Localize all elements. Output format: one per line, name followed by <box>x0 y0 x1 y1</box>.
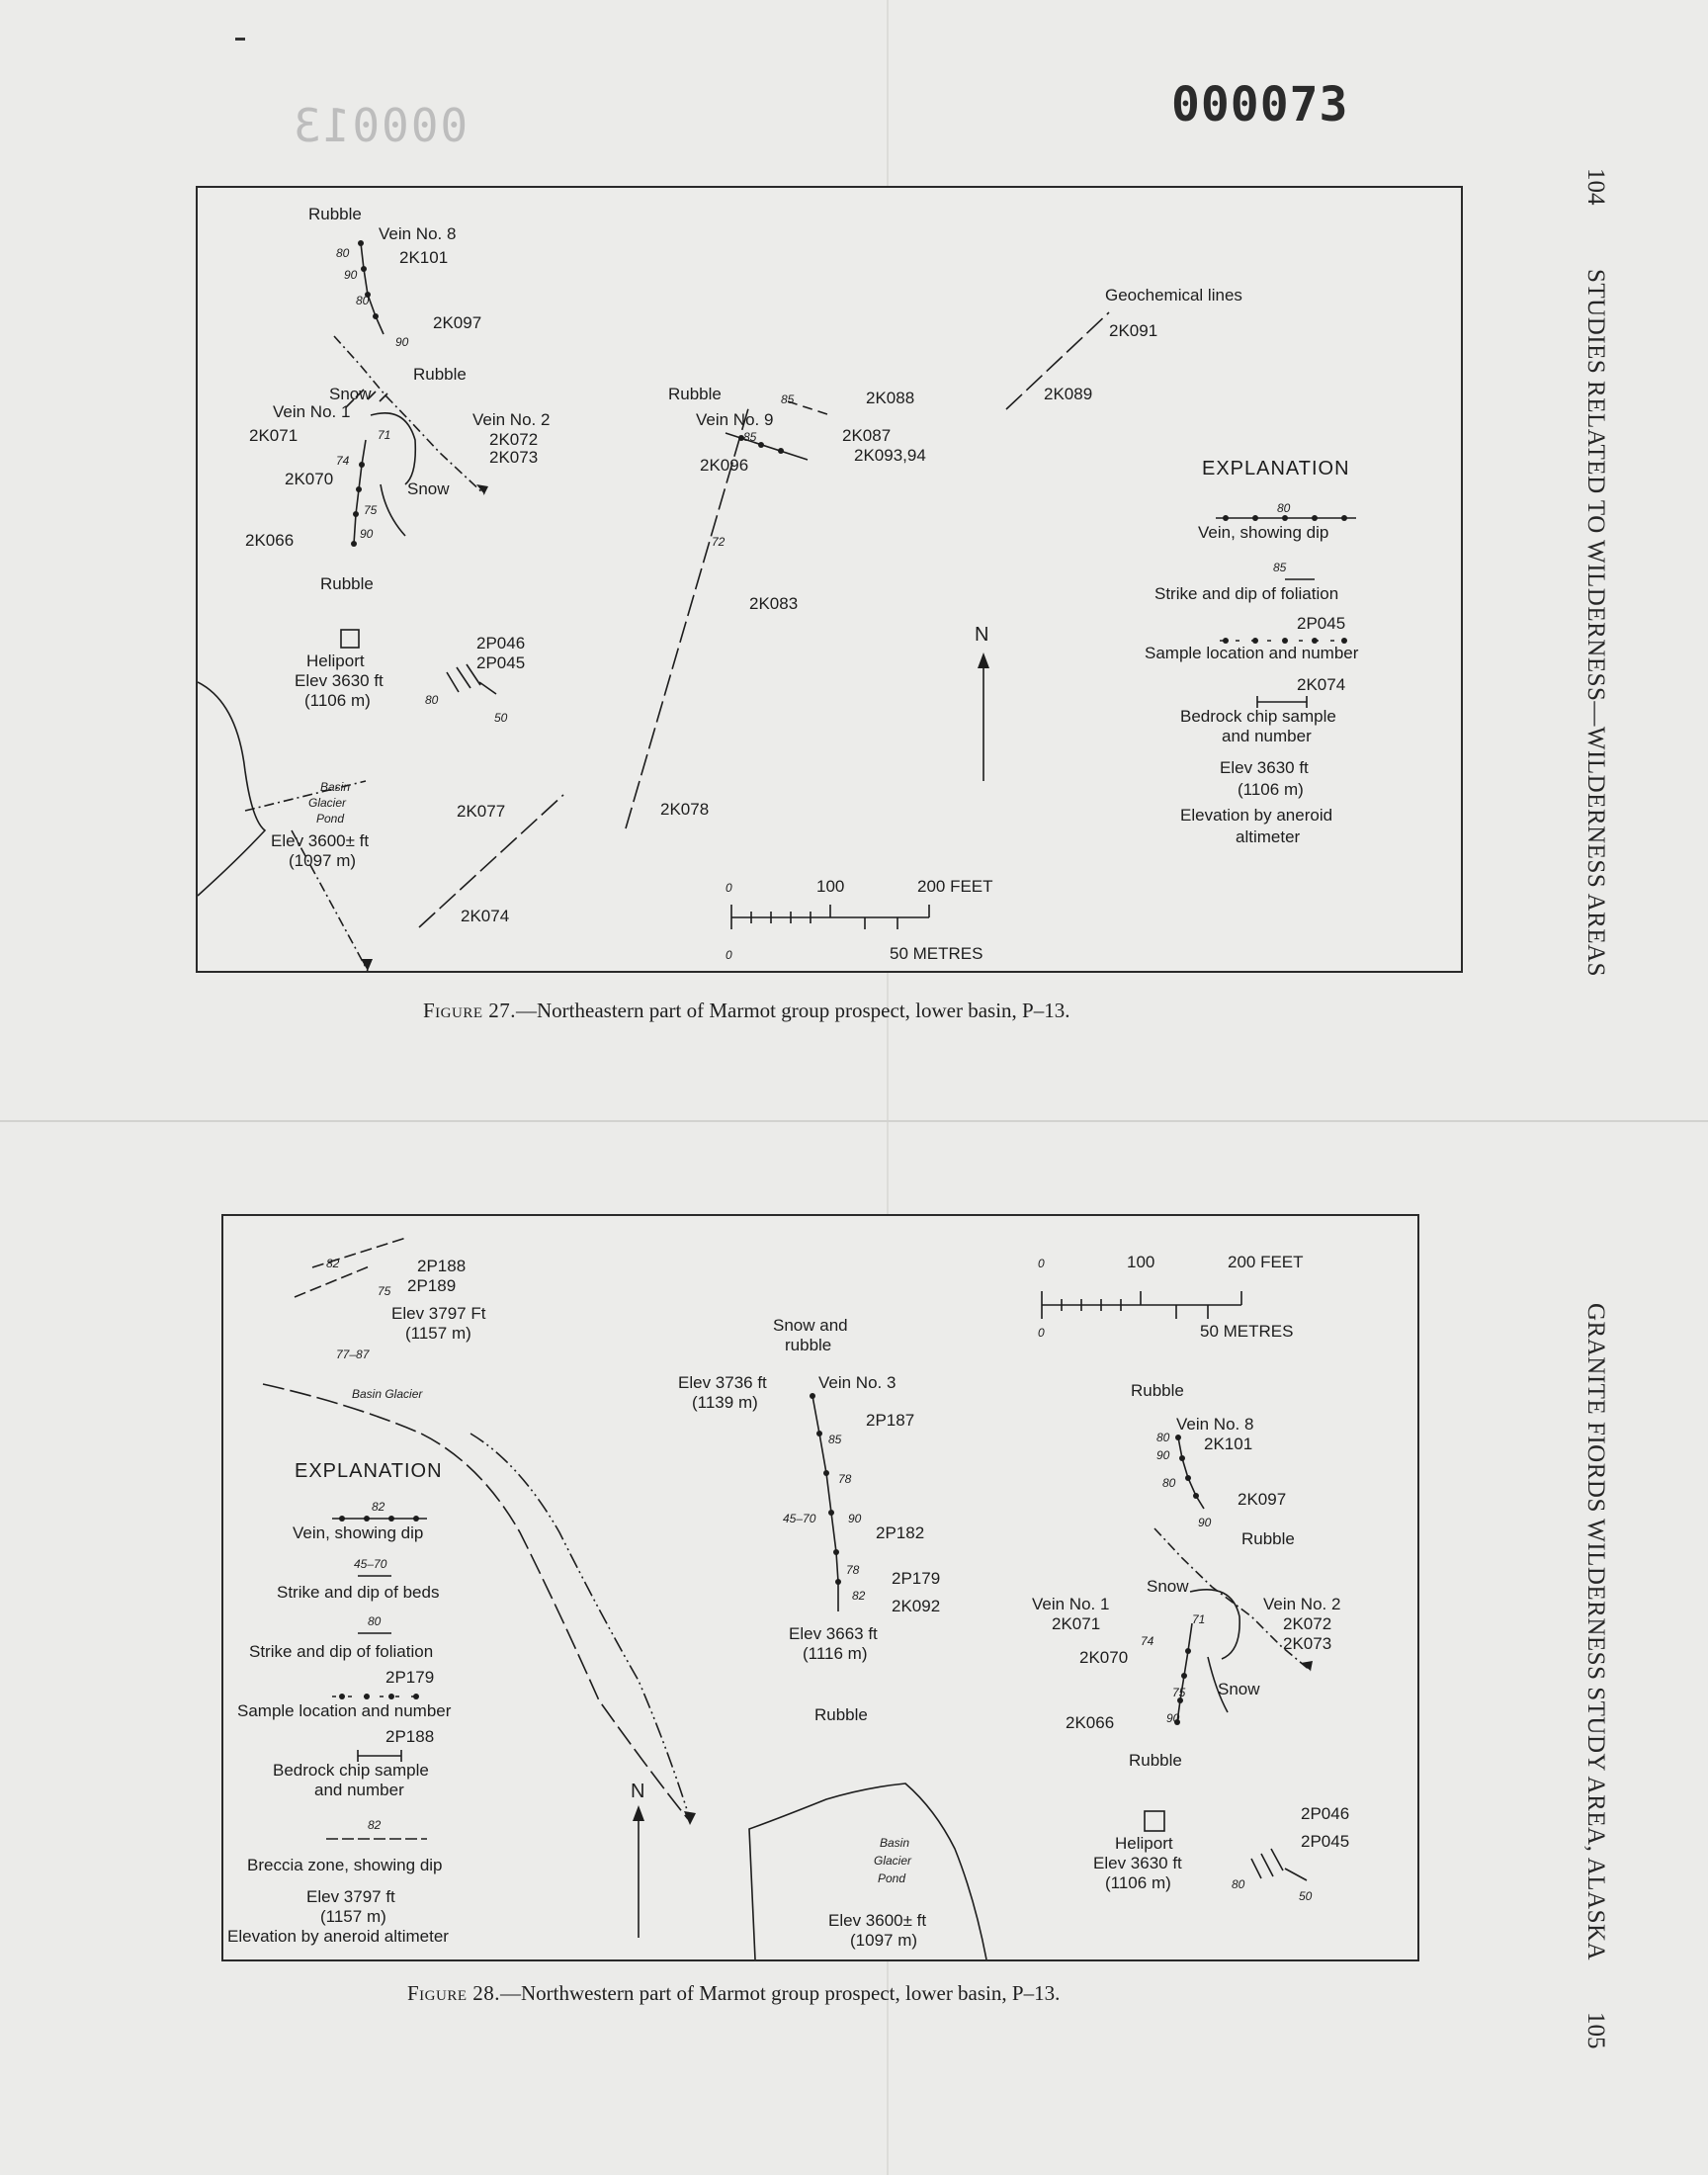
label-rubble-1: Rubble <box>1131 1381 1184 1400</box>
legend-elev-ft: Elev 3630 ft <box>1220 758 1309 777</box>
label-2p045: 2P045 <box>476 653 526 672</box>
legend-elev-m: (1106 m) <box>1238 780 1304 799</box>
legend-chip-1: Bedrock chip sample <box>273 1761 429 1780</box>
label-2k070: 2K070 <box>1079 1648 1129 1667</box>
legend-sample: Sample location and number <box>1145 644 1359 662</box>
pond-outline <box>198 682 265 896</box>
label-basin-3: Pond <box>316 812 345 826</box>
label-2k066: 2K066 <box>1066 1713 1115 1732</box>
legend-elev-note: Elevation by aneroid altimeter <box>227 1927 449 1946</box>
scale-100: 100 <box>816 877 845 896</box>
dip-78-a: 78 <box>838 1472 852 1486</box>
dip-82-b: 82 <box>852 1589 866 1603</box>
label-snow-2: Snow <box>1218 1680 1260 1698</box>
scale-metres: 50 METRES <box>890 944 983 963</box>
dip-74: 74 <box>1141 1634 1154 1648</box>
label-snow-and: Snow and <box>773 1316 848 1335</box>
dip-80-a: 80 <box>336 246 350 260</box>
label-2p046: 2P046 <box>476 634 526 652</box>
scale-feet: 200 FEET <box>917 877 993 896</box>
label-2k078: 2K078 <box>660 800 710 819</box>
label-2k097: 2K097 <box>1238 1490 1287 1509</box>
legend-chip-1: Bedrock chip sample <box>1180 707 1336 726</box>
dip-90-a: 90 <box>848 1512 862 1525</box>
figure-27-svg <box>198 188 1461 971</box>
legend-elev-2: altimeter <box>1236 827 1301 846</box>
label-2k073: 2K073 <box>1283 1634 1332 1653</box>
label-v3-low-ft: Elev 3663 ft <box>789 1624 878 1643</box>
legend-vein-dip: 80 <box>1277 501 1291 515</box>
label-2k083: 2K083 <box>749 594 799 613</box>
dip-72: 72 <box>712 535 726 549</box>
legend-sample-number: 2P045 <box>1297 614 1346 633</box>
corner-mark <box>235 38 245 41</box>
dip-90-c: 90 <box>1198 1516 1212 1529</box>
north-arrowhead <box>633 1805 644 1821</box>
vein-3-line <box>812 1396 838 1611</box>
dip-90-c: 90 <box>360 527 374 541</box>
legend-chip-number: 2P188 <box>385 1727 435 1746</box>
scale-zero-top: 0 <box>1038 1257 1045 1270</box>
label-vein-2: Vein No. 2 <box>1263 1595 1341 1613</box>
label-2p189: 2P189 <box>407 1276 457 1295</box>
label-north: N <box>631 1781 646 1802</box>
vein-1-line <box>1177 1623 1192 1722</box>
label-rubble-mid: Rubble <box>814 1705 868 1724</box>
legend-foliation: Strike and dip of foliation <box>249 1642 434 1661</box>
dip-90-a: 90 <box>344 268 358 282</box>
label-2k089: 2K089 <box>1044 385 1093 403</box>
glacier-edge-1 <box>263 1384 688 1819</box>
glacier-edge-2 <box>470 1434 690 1819</box>
glacier-arrowhead <box>684 1811 696 1825</box>
label-2k101: 2K101 <box>1204 1435 1253 1453</box>
running-head-top: STUDIES RELATED TO WILDERNESS—WILDERNESS AREAS <box>1582 269 1609 978</box>
dip-75: 75 <box>364 503 378 517</box>
label-2k072: 2K072 <box>1283 1614 1332 1633</box>
label-2p182: 2P182 <box>876 1523 925 1542</box>
legend-elev-1: Elevation by aneroid <box>1180 806 1333 825</box>
scale-100: 100 <box>1127 1253 1155 1271</box>
legend-beds: Strike and dip of beds <box>277 1583 440 1602</box>
label-heliport: Heliport <box>1115 1834 1173 1853</box>
label-2k073: 2K073 <box>489 448 539 467</box>
label-2k096: 2K096 <box>700 456 749 475</box>
label-basin-glacier: Basin Glacier <box>352 1387 423 1401</box>
fold-line-horizontal <box>0 1120 1708 1122</box>
page-number-104: 104 <box>1582 168 1609 206</box>
label-rubble-1: Rubble <box>308 205 362 223</box>
label-2k088: 2K088 <box>866 389 915 407</box>
legend-breccia: Breccia zone, showing dip <box>247 1856 443 1874</box>
label-vein-3: Vein No. 3 <box>818 1373 897 1392</box>
dip-50: 50 <box>1299 1889 1313 1903</box>
faded-stamp-number: 000013 <box>292 99 469 152</box>
legend-elev-ft: Elev 3797 ft <box>306 1887 395 1906</box>
legend-beds-dip: 45–70 <box>354 1557 387 1571</box>
label-pond-elev-ft: Elev 3600± ft <box>828 1911 927 1930</box>
figure-28-caption <box>407 1981 1060 2006</box>
label-basin-2: Glacier <box>874 1854 912 1868</box>
label-2k087: 2K087 <box>842 426 892 445</box>
dip-85-b: 85 <box>743 430 757 444</box>
dip-50: 50 <box>494 711 508 725</box>
dip-77-87: 77–87 <box>336 1348 370 1361</box>
snow-boundary-2 <box>381 484 405 536</box>
scale-feet: 200 FEET <box>1228 1253 1304 1271</box>
label-2k077: 2K077 <box>457 802 506 821</box>
label-vein-8: Vein No. 8 <box>1176 1415 1254 1434</box>
label-basin-1: Basin <box>320 780 351 794</box>
label-snow-2: Snow <box>407 479 450 498</box>
label-2k092: 2K092 <box>892 1597 941 1615</box>
dip-80-a: 80 <box>1156 1431 1170 1444</box>
heliport-veins <box>1251 1849 1307 1880</box>
label-vein-1: Vein No. 1 <box>1032 1595 1110 1613</box>
label-2k097: 2K097 <box>433 313 482 332</box>
label-2p045: 2P045 <box>1301 1832 1350 1851</box>
dip-74: 74 <box>336 454 350 468</box>
fault-trace <box>334 336 484 494</box>
dip-90-d: 90 <box>1166 1711 1180 1725</box>
explanation-title: EXPLANATION <box>1202 458 1350 479</box>
dip-75-a: 75 <box>378 1284 391 1298</box>
label-2k071: 2K071 <box>1052 1614 1101 1633</box>
dip-71: 71 <box>1192 1612 1206 1626</box>
stamp-number: 000073 <box>1171 77 1349 132</box>
label-rubble-2: Rubble <box>413 365 467 384</box>
label-top-elev-ft: Elev 3797 Ft <box>391 1304 486 1323</box>
dip-90-b: 90 <box>395 335 409 349</box>
label-2k074: 2K074 <box>461 907 510 925</box>
vein-8-line <box>1178 1437 1204 1509</box>
figure-27-map <box>196 186 1463 973</box>
dip-85-a: 85 <box>781 392 795 406</box>
running-head-bottom: GRANITE FIORDS WILDERNESS STUDY AREA, ALASKA <box>1582 1303 1609 1961</box>
label-2k066: 2K066 <box>245 531 295 550</box>
label-2k072: 2K072 <box>489 430 539 449</box>
figure-28-svg <box>223 1216 1417 1959</box>
label-vein-9: Vein No. 9 <box>696 410 774 429</box>
scale-zero-bottom: 0 <box>1038 1326 1045 1340</box>
dip-45-70: 45–70 <box>783 1512 816 1525</box>
label-2k070: 2K070 <box>285 470 334 488</box>
legend-sample-number: 2P179 <box>385 1668 435 1687</box>
label-heliport-elev-m: (1106 m) <box>1105 1873 1171 1892</box>
figure-28-caption-label: Figure 28. <box>407 1981 501 2005</box>
label-2k101: 2K101 <box>399 248 449 267</box>
label-snow-1: Snow <box>1147 1577 1189 1596</box>
legend-foliation: Strike and dip of foliation <box>1154 584 1339 603</box>
dip-71: 71 <box>378 428 391 442</box>
label-2p187: 2P187 <box>866 1411 915 1430</box>
label-vein-2: Vein No. 2 <box>472 410 551 429</box>
dip-82-a: 82 <box>326 1257 340 1270</box>
explanation-title: EXPLANATION <box>295 1460 443 1482</box>
label-2k071: 2K071 <box>249 426 299 445</box>
label-heliport-elev-m: (1106 m) <box>304 691 371 710</box>
page-number-105: 105 <box>1582 2012 1609 2049</box>
legend-foliation-dip: 80 <box>368 1614 382 1628</box>
label-rubble-3: Rubble <box>1129 1751 1182 1770</box>
figure-27-caption-label: Figure 27. <box>423 999 517 1022</box>
legend-sample: Sample location and number <box>237 1701 452 1720</box>
dip-75-b: 75 <box>1172 1686 1186 1699</box>
label-vein-8: Vein No. 8 <box>379 224 457 243</box>
label-north: N <box>975 624 990 646</box>
label-basin-2: Glacier <box>308 796 347 810</box>
label-rubble-2: Rubble <box>1241 1529 1295 1548</box>
heliport-symbol <box>1145 1811 1164 1831</box>
label-snow-1: Snow <box>329 385 372 403</box>
dip-80-c: 80 <box>425 693 439 707</box>
legend-vein: Vein, showing dip <box>1198 523 1329 542</box>
dip-78-b: 78 <box>846 1563 860 1577</box>
label-top-elev-m: (1157 m) <box>405 1324 471 1343</box>
scale-zero-bottom: 0 <box>726 948 732 962</box>
geochem-line-k088 <box>788 401 830 415</box>
label-vein-1: Vein No. 1 <box>273 402 351 421</box>
scale-metres: 50 METRES <box>1200 1322 1294 1341</box>
label-heliport: Heliport <box>306 652 365 670</box>
label-rubble-3: Rubble <box>320 574 374 593</box>
fault-arrowhead <box>1301 1661 1313 1671</box>
label-v3-elev-ft: Elev 3736 ft <box>678 1373 767 1392</box>
label-pond-elev-m: (1097 m) <box>289 851 357 870</box>
snow-boundary <box>371 413 415 484</box>
legend-vein: Vein, showing dip <box>293 1523 424 1542</box>
label-2k093-94: 2K093,94 <box>854 446 926 465</box>
label-2p179: 2P179 <box>892 1569 941 1588</box>
legend-chip-2: and number <box>1222 727 1312 745</box>
stream-arrowhead <box>361 959 373 971</box>
scale-zero-top: 0 <box>726 881 732 895</box>
label-v3-low-m: (1116 m) <box>803 1644 868 1663</box>
legend-elev-m: (1157 m) <box>320 1907 386 1926</box>
label-rubble-snow: rubble <box>785 1336 832 1354</box>
dip-85: 85 <box>828 1433 842 1446</box>
label-heliport-elev-ft: Elev 3630 ft <box>295 671 384 690</box>
label-2p046: 2P046 <box>1301 1804 1350 1823</box>
figure-27-caption <box>423 999 1069 1023</box>
dip-80-c: 80 <box>1232 1877 1245 1891</box>
legend-vein-dip: 82 <box>372 1500 385 1514</box>
label-2k091: 2K091 <box>1109 321 1158 340</box>
label-v3-elev-m: (1139 m) <box>692 1393 758 1412</box>
vein-8-line <box>361 243 384 334</box>
label-basin-3: Pond <box>878 1871 906 1885</box>
dip-90-b: 90 <box>1156 1448 1170 1462</box>
legend-chip-number: 2K074 <box>1297 675 1346 694</box>
label-pond-elev-m: (1097 m) <box>850 1931 918 1950</box>
label-basin-1: Basin <box>880 1836 910 1850</box>
legend-breccia-dip: 82 <box>368 1818 382 1832</box>
heliport-symbol <box>341 630 359 648</box>
label-rubble-4: Rubble <box>668 385 722 403</box>
figure-28-map <box>221 1214 1419 1961</box>
label-pond-elev-ft: Elev 3600± ft <box>271 831 370 850</box>
label-geochemical-lines: Geochemical lines <box>1105 286 1242 304</box>
label-2p188: 2P188 <box>417 1257 467 1275</box>
north-arrowhead <box>978 652 989 668</box>
label-heliport-elev-ft: Elev 3630 ft <box>1093 1854 1182 1872</box>
fault-arrowhead <box>476 484 488 494</box>
dip-80-b: 80 <box>1162 1476 1176 1490</box>
legend-chip-2: and number <box>314 1781 404 1799</box>
figure-27-caption-text: —Northeastern part of Marmot group prospect, lower basin, P–13. <box>516 999 1070 1022</box>
figure-28-caption-text: —Northwestern part of Marmot group prospect, lower basin, P–13. <box>500 1981 1061 2005</box>
dip-80-b: 80 <box>356 294 370 307</box>
legend-foliation-dip: 85 <box>1273 561 1287 574</box>
